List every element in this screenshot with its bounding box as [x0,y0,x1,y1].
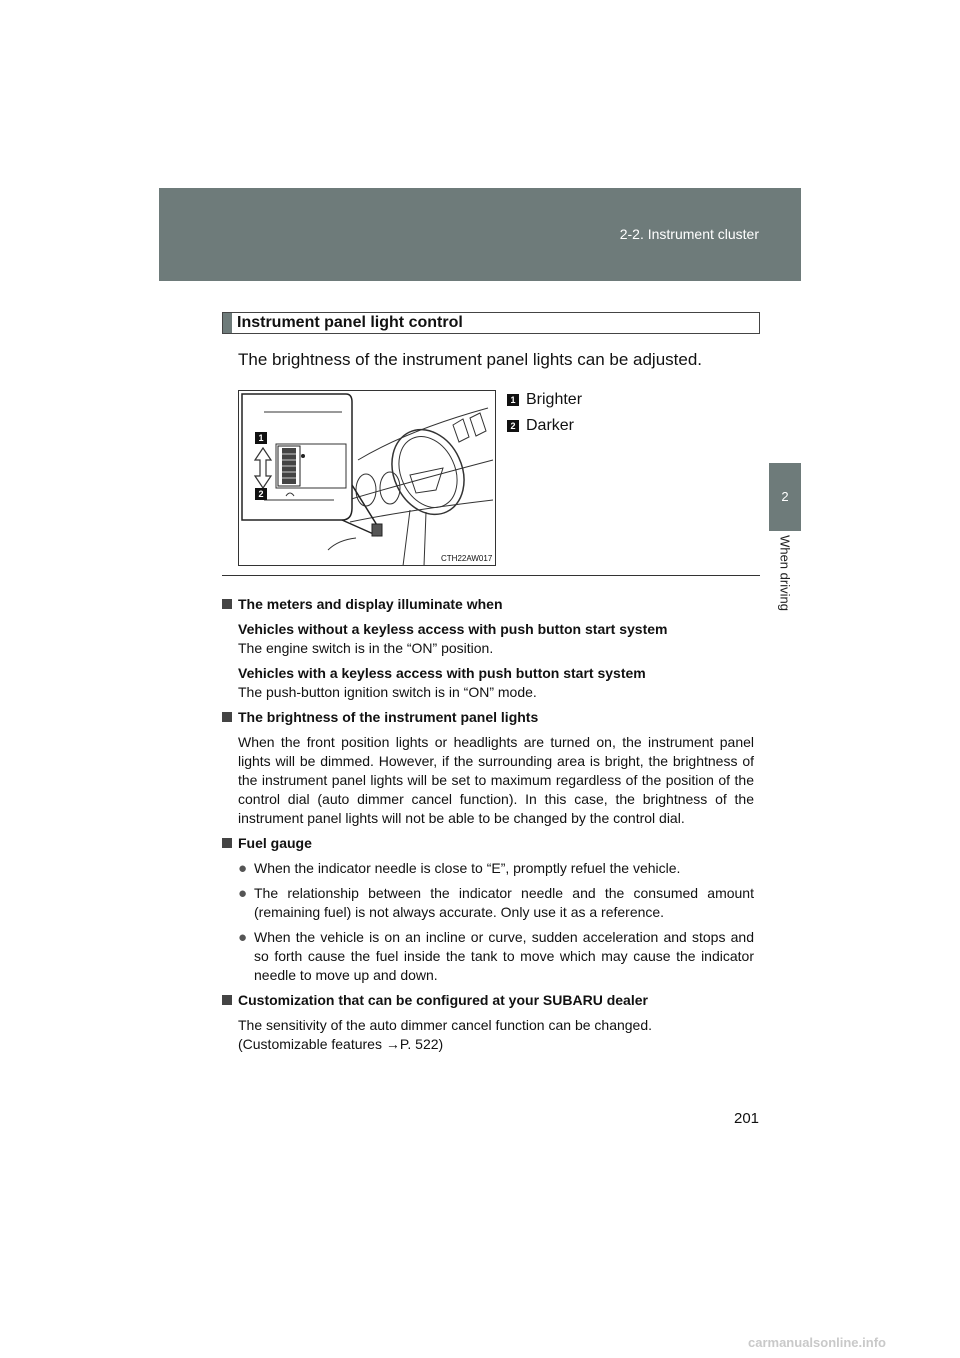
brightness-heading: The brightness of the instrument panel lights [222,708,754,727]
section-title-box [222,312,760,334]
square-bullet-icon [222,712,232,722]
title-accent-bar [223,313,232,333]
customization-reference: (Customizable features →P. 522) [238,1036,444,1052]
brightness-text: When the front position lights or headlights are turned on, the instrument panel lights will be dimmed. However, if the surrounding area is bright, the brightness of the instrument panel lights will be set to maximum regardless of the position of the control dial (auto dimmer cancel function). In this case, the brightness of the instrument panel lights will not be able to be changed by the control dial. [238,734,754,826]
figure-code: CTH22AW017 [441,554,493,563]
notes-body [222,595,754,1054]
legend-number: 2 [507,420,519,432]
section-header: 2-2. Instrument cluster [619,226,759,242]
chapter-tab: 2 [769,463,801,531]
meters-subheading-with-keyless: Vehicles with a keyless access with push button start system [238,665,646,681]
legend-item-darker [507,413,582,439]
intro-text: The brightness of the instrument panel lights can be adjusted. [238,350,703,369]
meters-text-with-keyless: The push-button ignition switch is in “ON” mode. [238,684,537,700]
customization-text: The sensitivity of the auto dimmer cancel function can be changed. [238,1017,653,1033]
meters-subheading-without-keyless: Vehicles without a keyless access with push button start system [238,621,668,637]
legend-number: 1 [507,394,519,406]
section-divider [222,575,760,576]
dashboard-illustration [238,390,496,566]
meters-text-without-keyless: The engine switch is in the “ON” position. [238,640,494,656]
fuel-gauge-heading: Fuel gauge [222,834,754,853]
legend-label: Brighter [526,391,583,408]
square-bullet-icon [222,599,232,609]
legend-label: Darker [526,417,575,434]
chapter-label: When driving [777,535,793,611]
section-title: Instrument panel light control [237,314,463,331]
fuel-bullet: ● When the vehicle is on an incline or curve, sudden acceleration and stops and so forth cause the fuel inside the tank to move which may cause the indicator needle to move up and down. [238,929,754,983]
header-band [159,188,801,281]
legend-item-brighter [507,387,582,413]
callout-1-badge: 1 [255,432,267,444]
figure-legend [507,387,582,439]
circle-bullet-icon: ● [238,929,248,946]
customization-heading: Customization that can be configured at your SUBARU dealer [222,991,754,1010]
watermark: carmanualsonline.info [748,1335,886,1350]
circle-bullet-icon: ● [238,885,248,902]
fuel-bullet: ● The relationship between the indicator needle and the consumed amount (remaining fuel) is not always accurate. Only use it as a reference. [238,885,754,920]
square-bullet-icon [222,838,232,848]
page-number: 201 [734,1110,760,1127]
circle-bullet-icon: ● [238,860,248,877]
meters-heading: The meters and display illuminate when [222,595,754,614]
square-bullet-icon [222,995,232,1005]
fuel-bullet: ● When the indicator needle is close to “E”, promptly refuel the vehicle. [238,860,681,877]
callout-2-badge: 2 [255,488,267,500]
